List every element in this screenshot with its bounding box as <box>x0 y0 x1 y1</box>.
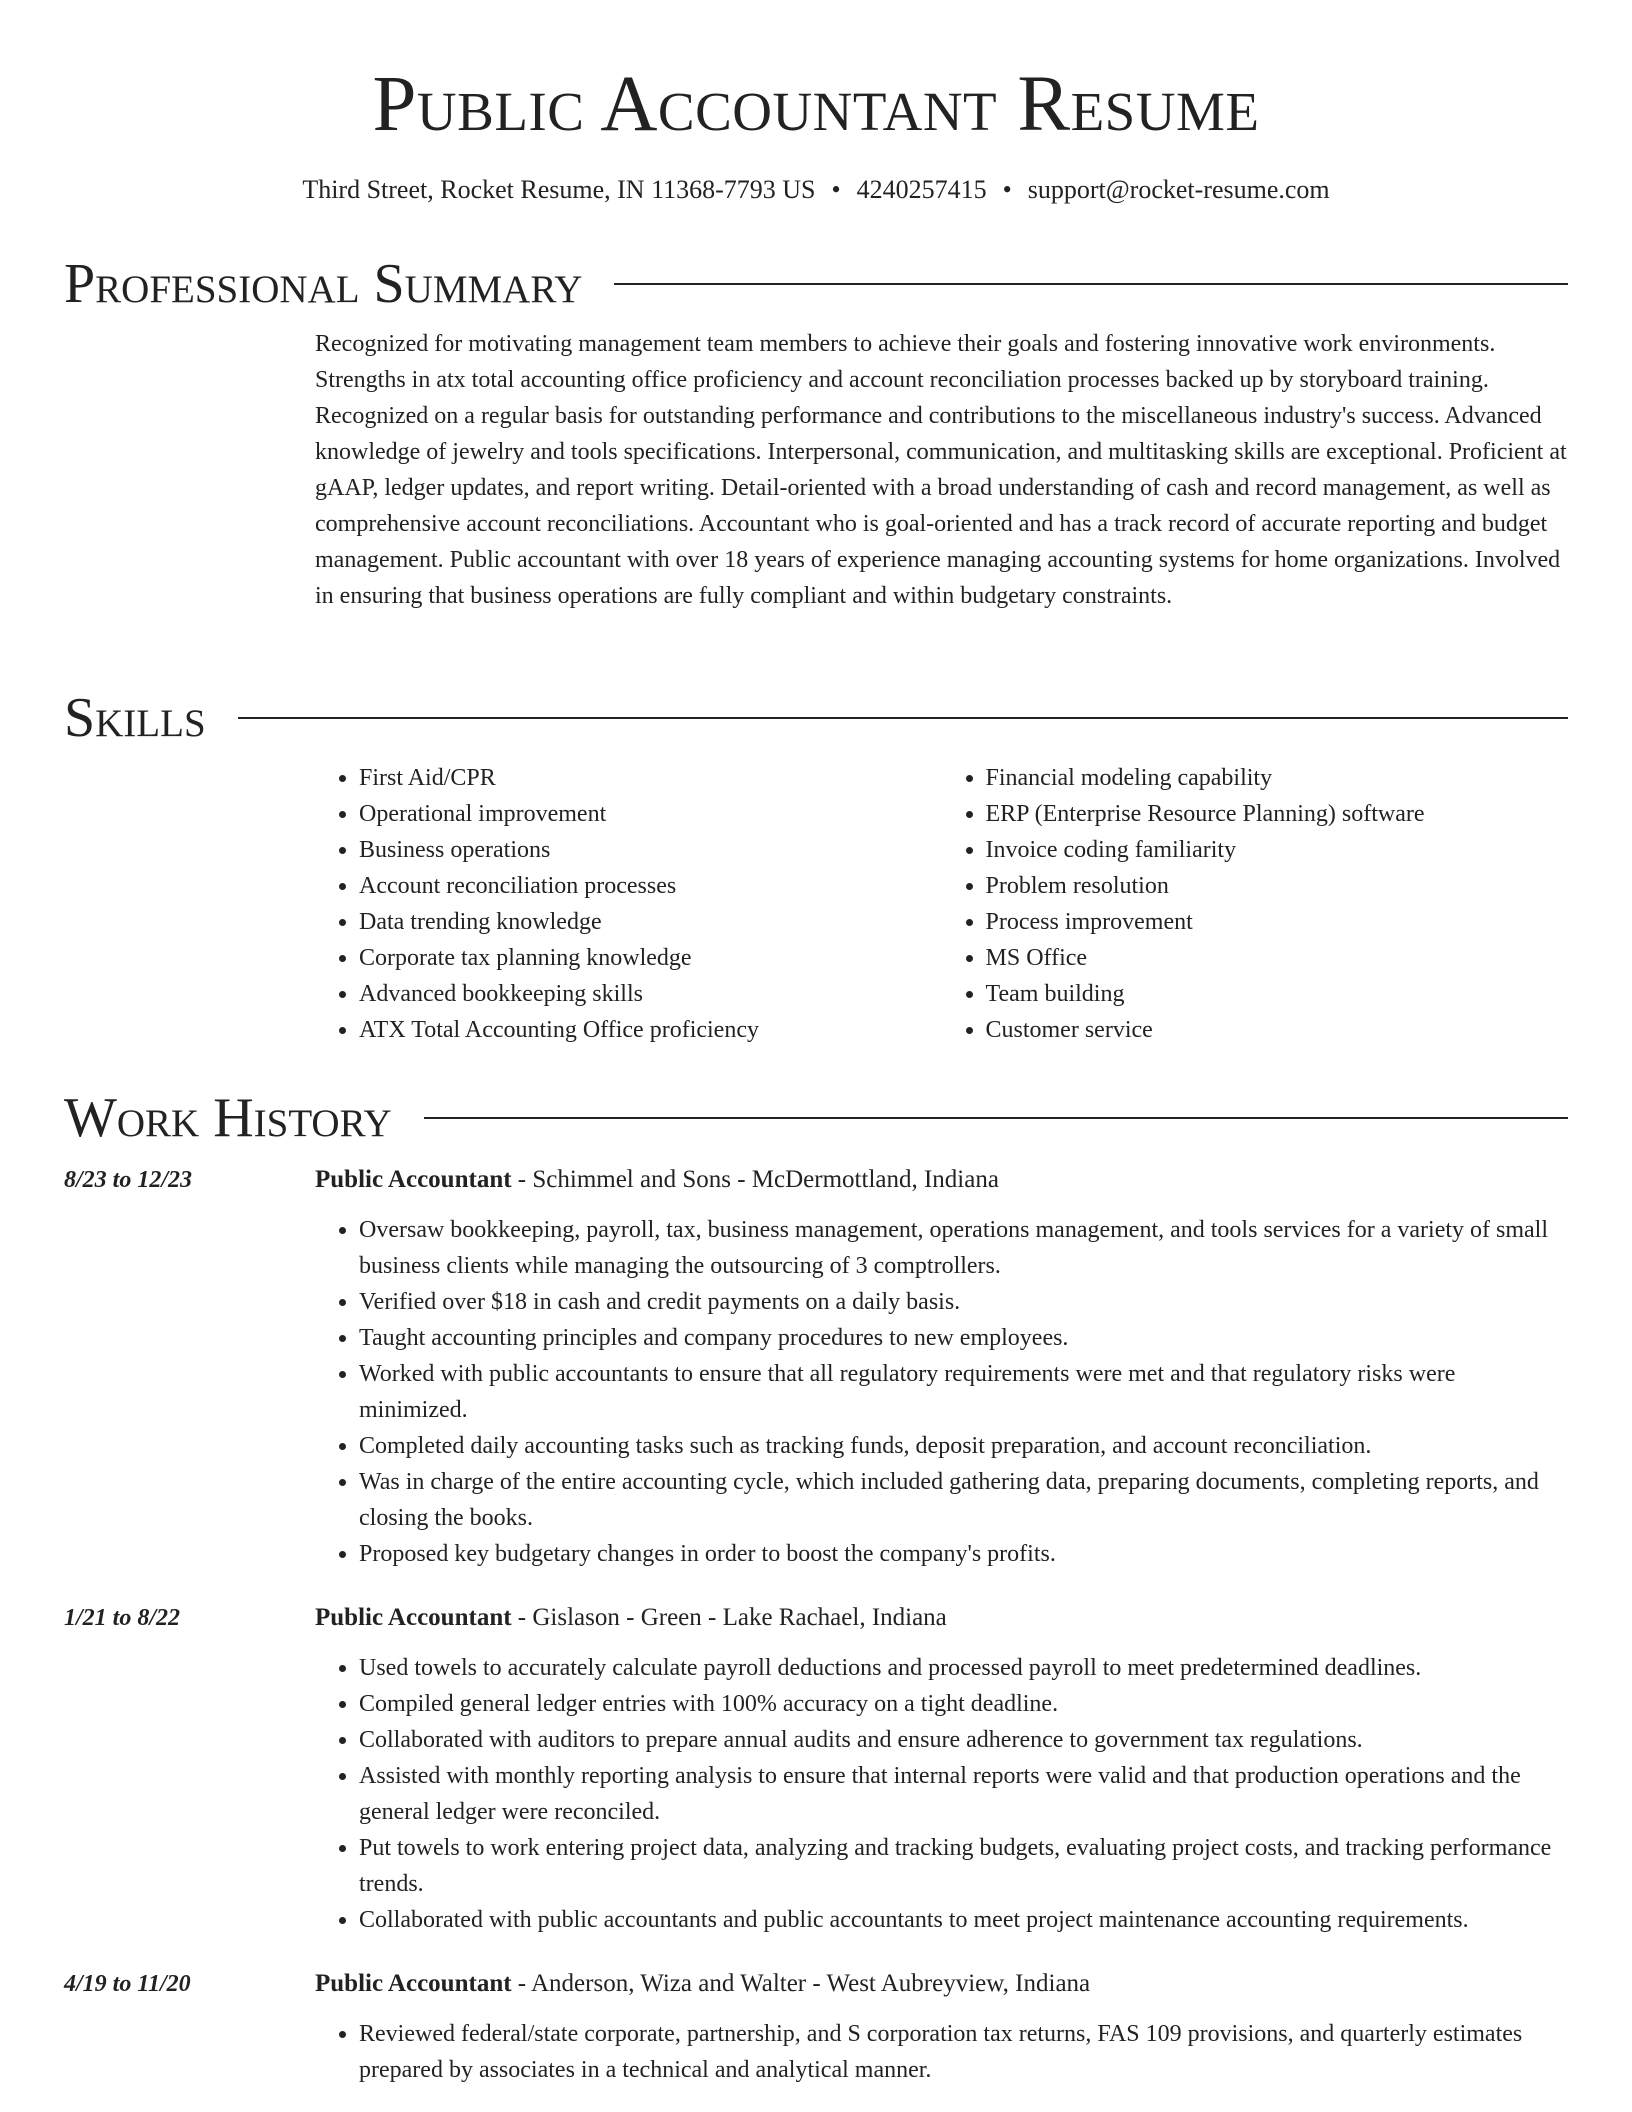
skills-section <box>64 686 1568 1048</box>
job-bullet: • Worked with public accountants to ensure that all regulatory requirements were met and that regulatory risks were minimized. <box>359 1356 1568 1428</box>
contact-line <box>0 172 1632 208</box>
skill-item: • Financial modeling capability <box>986 760 1569 796</box>
job-bullet: • Used towels to accurately calculate payroll deductions and processed payroll to meet predetermined deadlines. <box>359 1650 1568 1686</box>
job-dates: 4/19 to 11/20 <box>64 1971 191 1997</box>
job-entry <box>64 1600 1568 1938</box>
skill-item: • Problem resolution <box>986 868 1569 904</box>
job-bullet: • Reviewed federal/state corporate, partnership, and S corporation tax returns, FAS 109 provisions, and quarterly estimates prepared by associates in a technical and analytical manner. <box>359 2016 1568 2088</box>
job-bullet: • Oversaw bookkeeping, payroll, tax, business management, operations management, and tools services for a variety of small business clients while managing the outsourcing of 3 comptrollers. <box>359 1212 1568 1284</box>
work-history-section <box>64 1086 1568 2088</box>
resume-title: Public Accountant Resume <box>372 61 1260 148</box>
job-bullet: • Proposed key budgetary changes in order to boost the company's profits. <box>359 1536 1568 1572</box>
job-title-line <box>315 1600 1568 1636</box>
skill-item: • Business operations <box>359 832 942 868</box>
section-divider <box>238 717 1568 719</box>
skill-item: • Invoice coding familiarity <box>986 832 1569 868</box>
job-bullet-list <box>315 1650 1568 1938</box>
contact-separator: • <box>1002 175 1012 204</box>
summary-section <box>64 252 1568 614</box>
job-bullet: • Taught accounting principles and company procedures to new employees. <box>359 1320 1568 1356</box>
job-details <box>315 1600 1568 1938</box>
summary-header <box>64 252 1568 316</box>
summary-heading: Professional Summary <box>64 253 583 315</box>
skill-item: • ERP (Enterprise Resource Planning) software <box>986 796 1569 832</box>
job-dates: 1/21 to 8/22 <box>64 1605 181 1631</box>
job-title-line <box>315 1162 1568 1198</box>
job-details <box>315 1162 1568 1572</box>
work-history-heading: Work History <box>64 1087 392 1149</box>
job-role: Public Accountant <box>315 1166 512 1193</box>
contact-separator: • <box>831 175 841 204</box>
job-dates: 8/23 to 12/23 <box>64 1167 193 1193</box>
skill-item: • Advanced bookkeeping skills <box>359 976 942 1012</box>
skill-item: • Operational improvement <box>359 796 942 832</box>
job-employer: - Gislason - Green - Lake Rachael, Indiana <box>511 1604 947 1631</box>
skill-item: • First Aid/CPR <box>359 760 942 796</box>
job-title-line <box>315 1966 1568 2002</box>
skill-item: • Corporate tax planning knowledge <box>359 940 942 976</box>
skills-list-left <box>315 760 942 1048</box>
job-role: Public Accountant <box>315 1604 512 1631</box>
skill-item: • Data trending knowledge <box>359 904 942 940</box>
job-bullet: • Was in charge of the entire accounting cycle, which included gathering data, preparing documents, completing reports, and closing the books. <box>359 1464 1568 1536</box>
job-entry <box>64 1966 1568 2088</box>
job-role: Public Accountant <box>315 1970 512 1997</box>
skill-item: • ATX Total Accounting Office proficiency <box>359 1012 942 1048</box>
job-bullet: • Assisted with monthly reporting analysis to ensure that internal reports were valid and that production operations and the general ledger were reconciled. <box>359 1758 1568 1830</box>
job-bullet: • Put towels to work entering project data, analyzing and tracking budgets, evaluating project costs, and tracking performance trends. <box>359 1830 1568 1902</box>
job-list <box>64 1162 1568 2088</box>
skill-item: • Process improvement <box>986 904 1569 940</box>
skills-list-right <box>942 760 1569 1048</box>
contact-address: Third Street, Rocket Resume, IN 11368-7793 US <box>302 175 816 204</box>
job-entry <box>64 1162 1568 1572</box>
skills-columns <box>315 760 1568 1048</box>
job-bullet-list <box>315 1212 1568 1572</box>
summary-text: Recognized for motivating management team members to achieve their goals and fostering innovative work environments. Strengths in atx total accounting office proficiency and account reconciliation processes backed up by storyboard training. Recognized on a regular basis for outstanding performance and contributions to the miscellaneous industry's success. Advanced knowledge of jewelry and tools specifications. Interpersonal, communication, and multitasking skills are exceptional. Proficient at gAAP, ledger updates, and report writing. Detail-oriented with a broad understanding of cash and record management, as well as comprehensive account reconciliations. Accountant who is goal-oriented and has a track record of accurate reporting and budget management. Public accountant with over 18 years of experience managing accounting systems for home organizations. Involved in ensuring that business operations are fully compliant and within budgetary constraints. <box>315 331 1567 609</box>
job-employer: - Schimmel and Sons - McDermottland, Indiana <box>511 1166 999 1193</box>
section-divider <box>614 283 1568 285</box>
skill-item: • Customer service <box>986 1012 1569 1048</box>
contact-phone: 4240257415 <box>856 175 987 204</box>
job-bullet: • Collaborated with auditors to prepare annual audits and ensure adherence to government tax regulations. <box>359 1722 1568 1758</box>
job-details <box>315 1966 1568 2088</box>
job-bullet: • Completed daily accounting tasks such as tracking funds, deposit preparation, and account reconciliation. <box>359 1428 1568 1464</box>
skill-item: • MS Office <box>986 940 1569 976</box>
job-bullet-list <box>315 2016 1568 2088</box>
job-employer: - Anderson, Wiza and Walter - West Aubreyview, Indiana <box>511 1970 1091 1997</box>
job-bullet: • Compiled general ledger entries with 100% accuracy on a tight deadline. <box>359 1686 1568 1722</box>
job-bullet: • Verified over $18 in cash and credit payments on a daily basis. <box>359 1284 1568 1320</box>
section-divider <box>424 1117 1568 1119</box>
skills-header <box>64 686 1568 750</box>
skill-item: • Team building <box>986 976 1569 1012</box>
contact-email: support@rocket-resume.com <box>1027 175 1330 204</box>
work-history-header <box>64 1086 1568 1150</box>
job-bullet: • Collaborated with public accountants and public accountants to meet project maintenance accounting requirements. <box>359 1902 1568 1938</box>
skill-item: • Account reconciliation processes <box>359 868 942 904</box>
skills-heading: Skills <box>64 687 206 749</box>
